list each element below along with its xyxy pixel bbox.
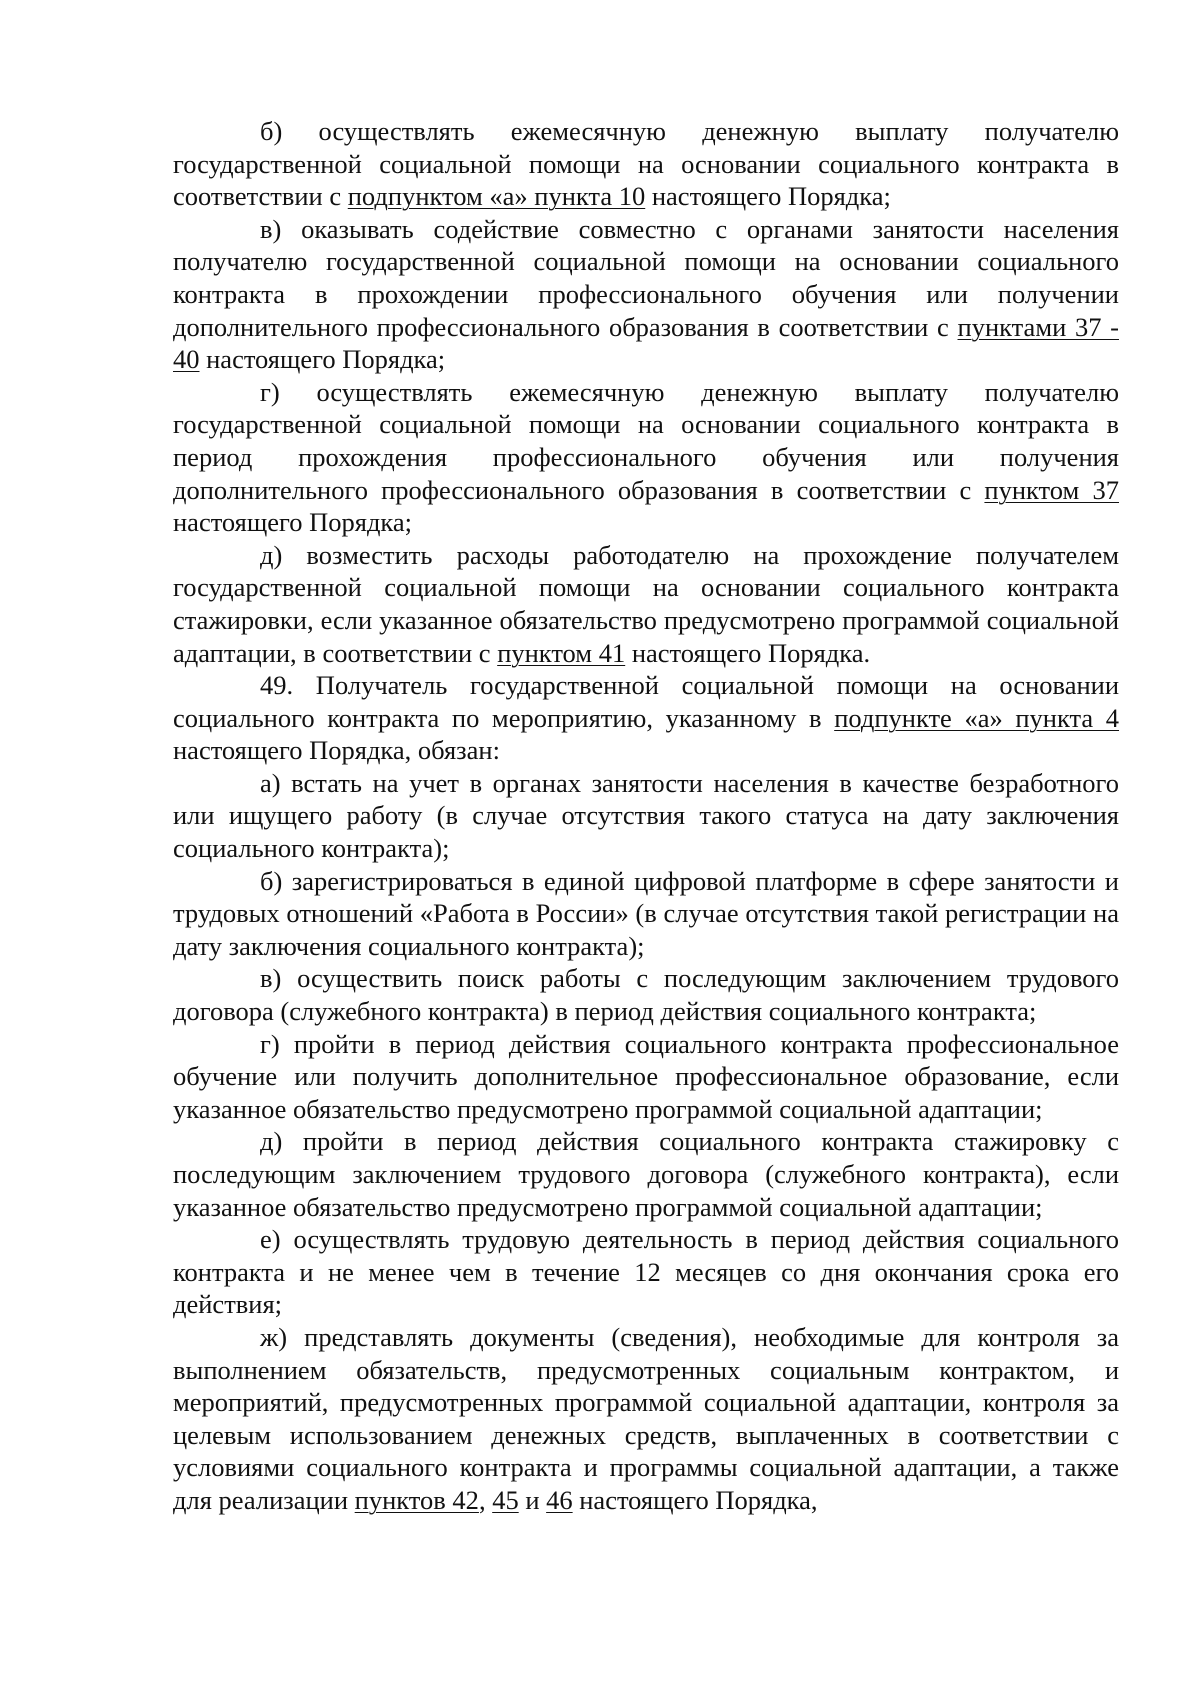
paragraph-text: настоящего Порядка; <box>645 181 891 212</box>
document-paragraph <box>173 1321 1119 1517</box>
paragraph-text: а) встать на учет в органах занятости населения в качестве безработного или ищущего работу (в случае отсутствия такого статуса на дату заключения социального контракта); <box>173 767 1119 864</box>
cross-reference-link[interactable]: 46 <box>546 1484 573 1515</box>
document-paragraph <box>173 669 1119 767</box>
paragraph-text: ж) представлять документы (сведения), необходимые для контроля за выполнением обязательств, предусмотренных социальным контрактом, и мероприятий, предусмотренных программой социальной адаптации, контроля за целевым использованием денежных средств, выплаченных в соответствии с условиями социального контракта и программы социальной адаптации, а также для реализации <box>173 1321 1119 1515</box>
paragraph-text: е) осуществлять трудовую деятельность в период действия социального контракта и не менее чем в течение 12 месяцев со дня окончания срока его действия; <box>173 1224 1119 1320</box>
document-paragraph <box>173 115 1119 213</box>
paragraph-text: настоящего Порядка; <box>173 507 413 538</box>
document-paragraph <box>173 865 1119 963</box>
cross-reference-link[interactable]: 45 <box>492 1484 519 1515</box>
cross-reference-link[interactable]: пунктов 42 <box>354 1484 479 1515</box>
paragraph-text: д) возместить расходы работодателю на прохождение получателем государственной социальной помощи на основании социального контракта стажировки, если указанное обязательство предусмотрено программой социальной адаптации, в соответствии с <box>173 539 1119 668</box>
paragraph-text: , <box>478 1484 493 1515</box>
paragraph-text: г) пройти в период действия социального контракта профессиональное обучение или получить дополнительное профессиональное образование, если указанное обязательство предусмотрено программой социальной адаптации; <box>173 1028 1119 1124</box>
paragraph-text: в) оказывать содействие совместно с органами занятости населения получателю государственной социальной помощи на основании социального контракта в прохождении профессионального обучения или получении дополнительного профессионального образования в соответствии с <box>173 213 1119 342</box>
cross-reference-link[interactable]: подпунктом «а» пункта 10 <box>347 181 646 212</box>
document-paragraph <box>173 767 1119 865</box>
paragraph-text: г) осуществлять ежемесячную денежную выплату получателю государственной социальной помощи на основании социального контракта в период прохождения профессионального обучения или получения дополнительного профессионального образования в соответствии с <box>173 376 1119 505</box>
cross-reference-link[interactable]: пунктом 41 <box>497 637 626 668</box>
document-paragraph <box>173 213 1119 376</box>
paragraph-text: в) осуществить поиск работы с последующим заключением трудового договора (служебного контракта) в период действия социального контракта; <box>173 963 1119 1027</box>
document-paragraph <box>173 1125 1119 1223</box>
paragraph-text: настоящего Порядка; <box>199 344 446 375</box>
paragraph-text: б) зарегистрироваться в единой цифровой платформе в сфере занятости и трудовых отношений «Работа в России» (в случае отсутствия такой регистрации на дату заключения социального контракта); <box>173 865 1119 961</box>
paragraph-text: настоящего Порядка, обязан: <box>173 735 500 766</box>
document-paragraph <box>173 1223 1119 1321</box>
document-paragraph <box>173 539 1119 669</box>
paragraph-text: настоящего Порядка. <box>625 637 871 668</box>
paragraph-text: б) осуществлять ежемесячную денежную выплату получателю государственной социальной помощи на основании социального контракта в соответствии с <box>173 116 1119 212</box>
cross-reference-link[interactable]: пунктом 37 <box>984 474 1119 505</box>
cross-reference-link[interactable]: подпункте «а» пункта 4 <box>834 702 1120 733</box>
document-page <box>173 115 1119 1517</box>
document-paragraph <box>173 962 1119 1027</box>
document-paragraph <box>173 376 1119 539</box>
document-paragraph <box>173 1028 1119 1126</box>
paragraph-text: настоящего Порядка, <box>572 1484 818 1515</box>
paragraph-text: и <box>518 1484 547 1515</box>
paragraph-text: 49. Получатель государственной социальной помощи на основании социального контракта по мероприятию, указанному в <box>173 670 1119 733</box>
cross-reference-link[interactable]: пунктами 37 - 40 <box>173 311 1119 375</box>
paragraph-text: д) пройти в период действия социального контракта стажировку с последующим заключением трудового договора (служебного контракта), если указанное обязательство предусмотрено программой социальной адаптации; <box>173 1126 1119 1222</box>
